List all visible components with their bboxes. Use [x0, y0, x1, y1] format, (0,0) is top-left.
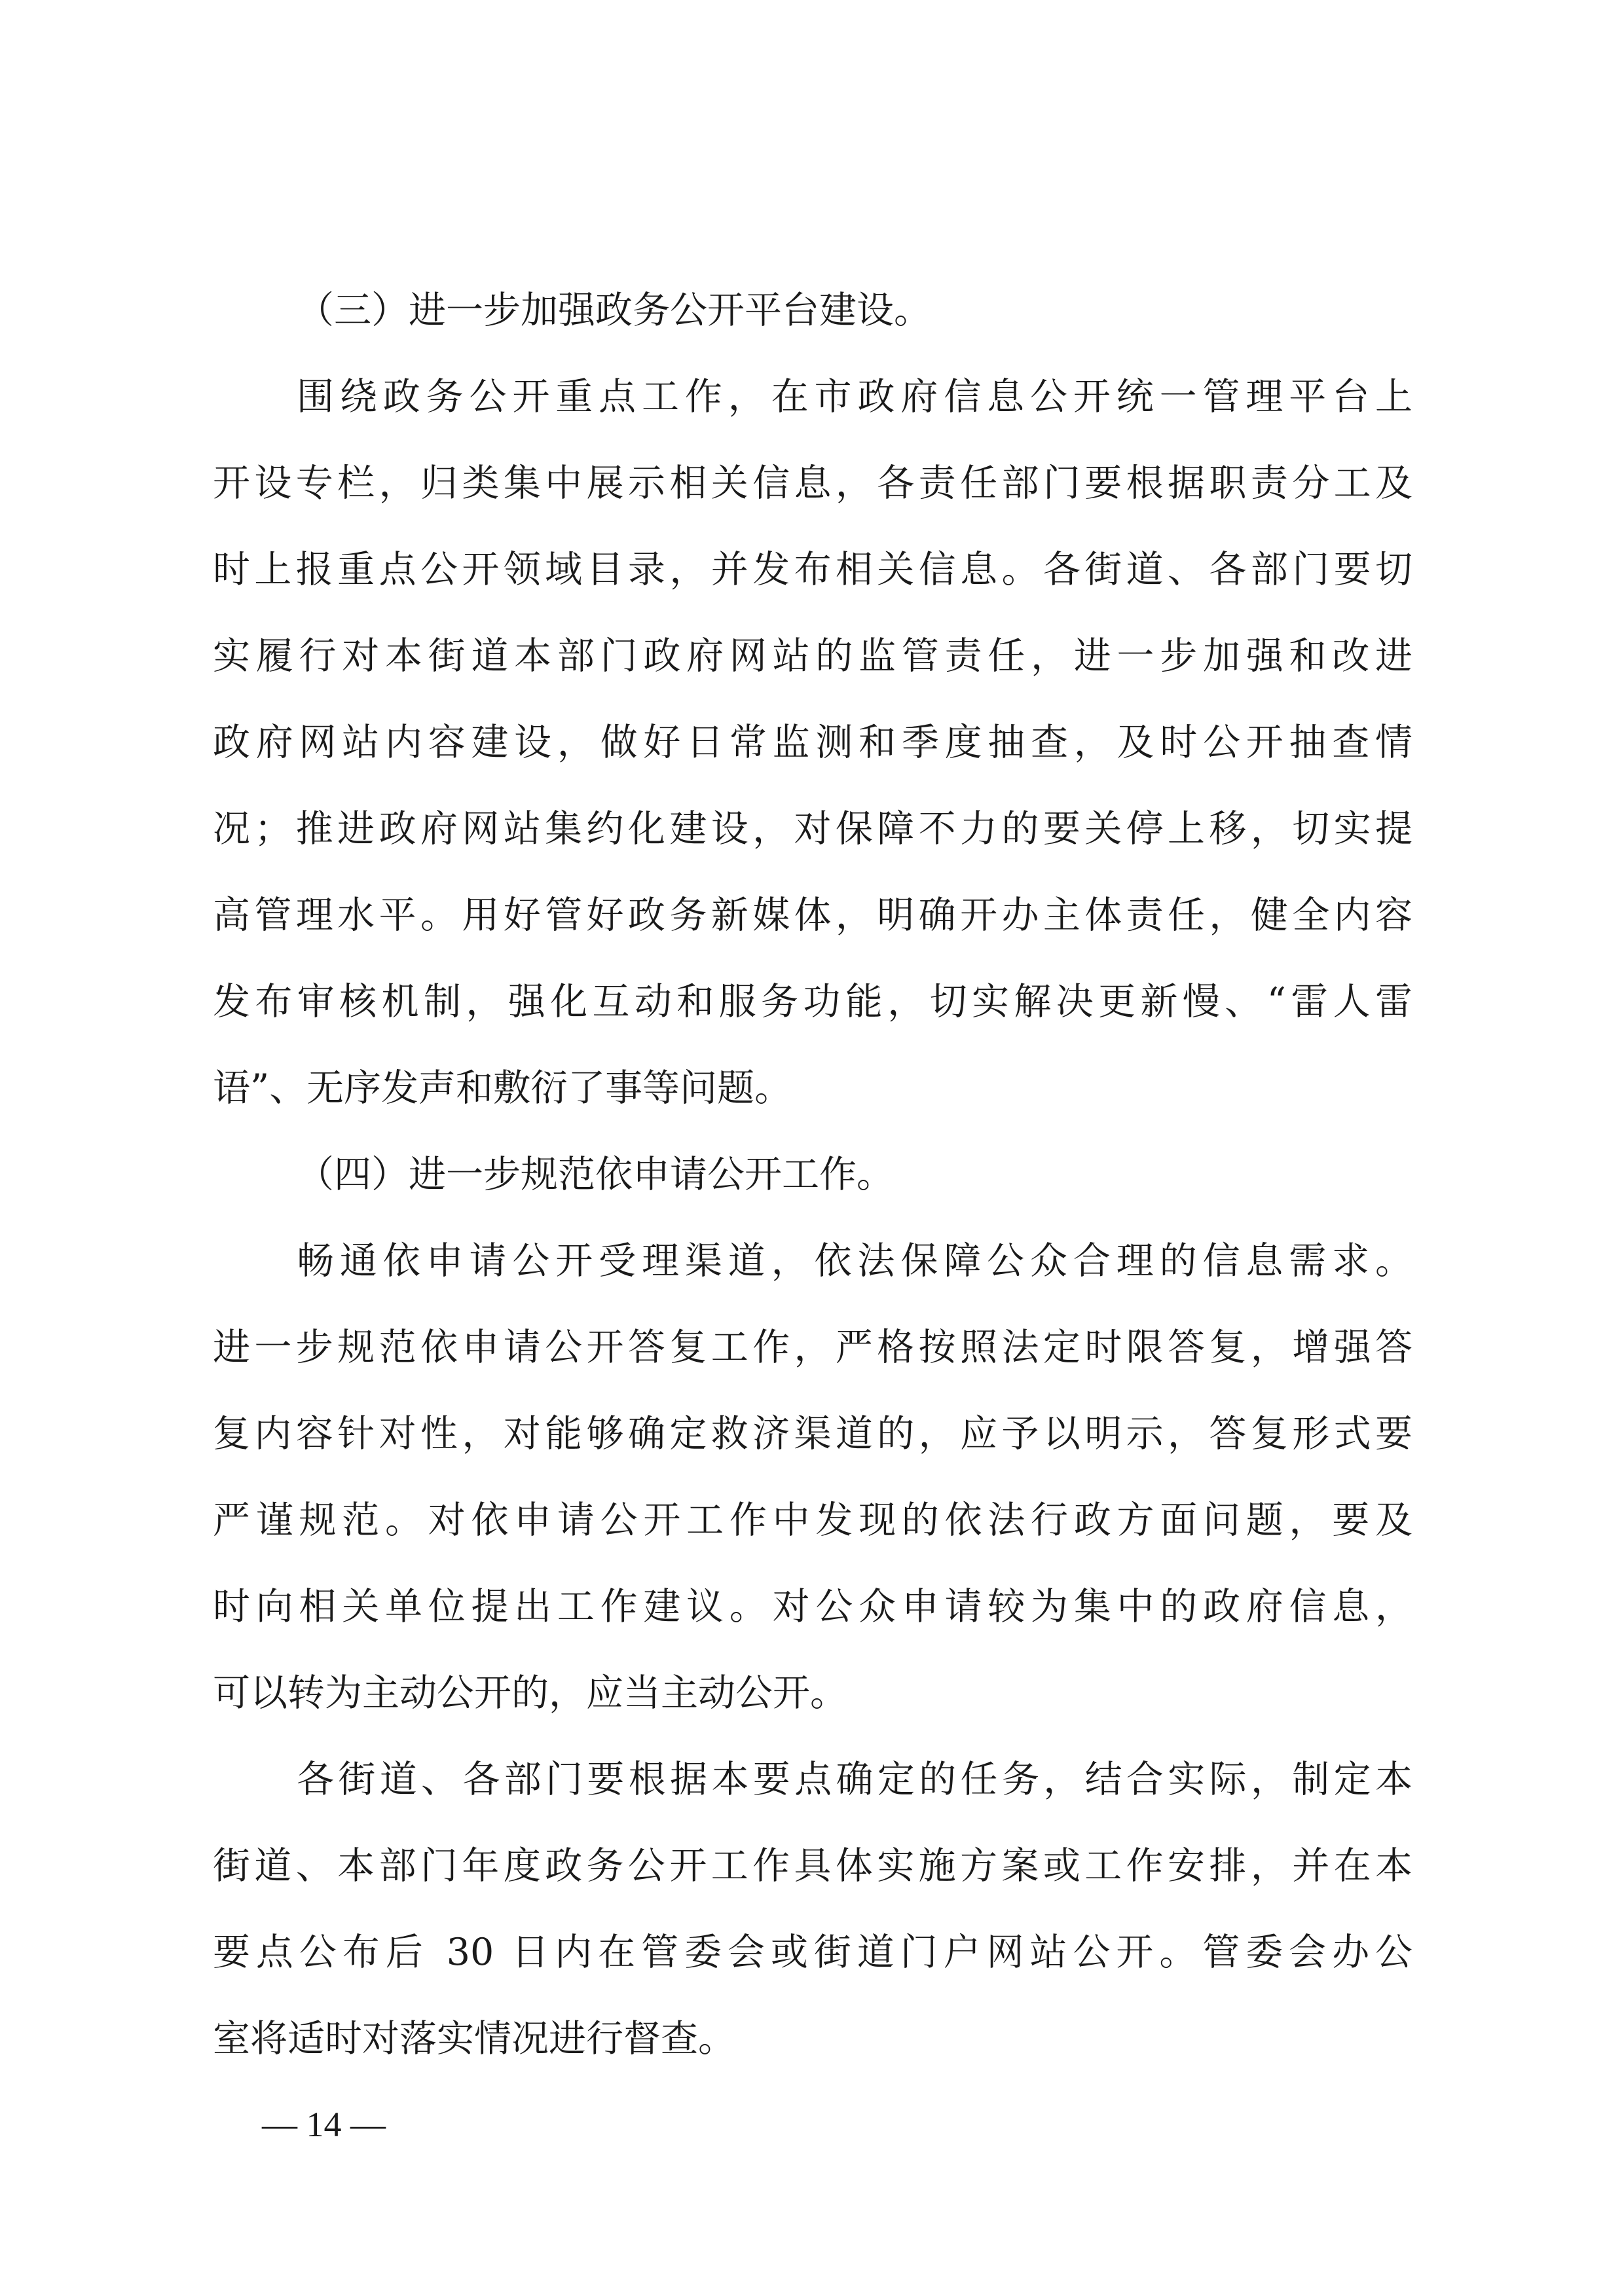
text-line: 进一步规范依申请公开答复工作，严格按照法定时限答复，增强答	[213, 1326, 1412, 1369]
section-heading: （三）进一步加强政务公开平台建设。	[297, 289, 931, 332]
text-line: 时向相关单位提出工作建议。对公众申请较为集中的政府信息，	[213, 1585, 1412, 1628]
text-line: 发布审核机制，强化互动和服务功能，切实解决更新慢、“雷人雷	[213, 980, 1412, 1023]
text-line: 严谨规范。对依申请公开工作中发现的依法行政方面问题，要及	[213, 1499, 1412, 1542]
page-number: — 14 —	[262, 2105, 386, 2144]
text-line: 复内容针对性，对能够确定救济渠道的，应予以明示，答复形式要	[213, 1412, 1412, 1455]
body-text	[213, 267, 1412, 2082]
text-line: 要点公布后 30 日内在管委会或街道门户网站公开。管委会办公	[213, 1931, 1412, 1974]
section-heading: （四）进一步规范依申请公开工作。	[297, 1153, 894, 1196]
text-line: 况；推进政府网站集约化建设，对保障不力的要关停上移，切实提	[213, 807, 1412, 850]
text-line: 政府网站内容建设，做好日常监测和季度抽查，及时公开抽查情	[213, 721, 1412, 764]
text-line: 各街道、各部门要根据本要点确定的任务，结合实际，制定本	[297, 1758, 1412, 1801]
text-line: 高管理水平。用好管好政务新媒体，明确开办主体责任，健全内容	[213, 894, 1412, 937]
text-line: 语”、无序发声和敷衍了事等问题。	[213, 1066, 792, 1110]
text-line: 畅通依申请公开受理渠道，依法保障公众合理的信息需求。	[297, 1239, 1412, 1283]
text-line: 街道、本部门年度政务公开工作具体实施方案或工作安排，并在本	[213, 1844, 1412, 1887]
text-line: 开设专栏，归类集中展示相关信息，各责任部门要根据职责分工及	[213, 462, 1412, 505]
text-line: 室将适时对落实情况进行督查。	[213, 2017, 735, 2060]
text-line: 可以转为主动公开的，应当主动公开。	[213, 1671, 847, 1715]
text-line: 围绕政务公开重点工作，在市政府信息公开统一管理平台上	[297, 375, 1412, 418]
text-line: 时上报重点公开领域目录，并发布相关信息。各街道、各部门要切	[213, 548, 1412, 591]
text-line: 实履行对本街道本部门政府网站的监管责任，进一步加强和改进	[213, 634, 1412, 678]
